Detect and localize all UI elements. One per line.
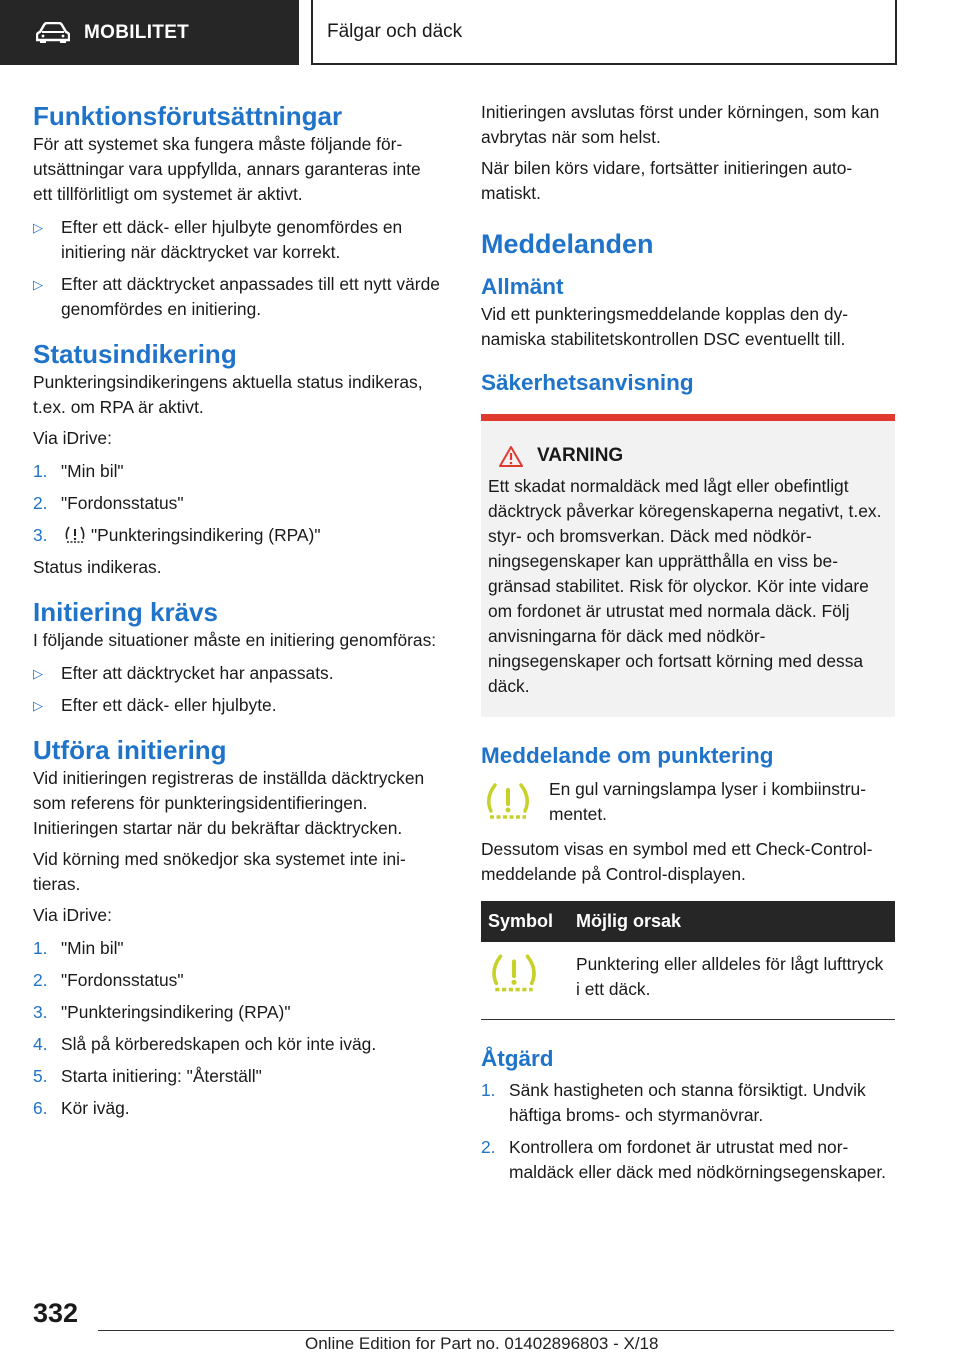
- triangle-bullet-icon: ▷: [33, 277, 43, 292]
- heading-meddelanden: Meddelanden: [481, 229, 654, 259]
- numbered-list: [33, 459, 443, 548]
- list-item: 2. "Fordonsstatus": [33, 493, 184, 513]
- right-column: [481, 100, 895, 1192]
- bullet-list: [33, 661, 443, 718]
- warning-box: [481, 414, 895, 717]
- list-item: 1. Sänk hastigheten och stanna försiktigt. Undvik häftiga broms- och styrmanövrar.: [481, 1080, 866, 1125]
- footer-divider: [98, 1330, 894, 1331]
- warning-text: Ett skadat normaldäck med lågt eller obefintligt däcktryck påverkar köregenskaperna negativt, t.ex. styr- och bromsverkan. Däck med nödkörningsegenskaper kan upprätthålla en viss begränsad stabilitet. Risk för olyckor. Kör inte vidare om fordonet är utrustat med normala däck. Följ anvisningarna för däck med nödkörningsegenskaper och fortsatt körning med dessa däck.: [488, 476, 882, 696]
- heading-funktionsforutsattningar: Funktionsförutsättningar: [33, 101, 343, 131]
- heading-sakerhetsanvisning: Säkerhetsanvisning: [481, 370, 694, 395]
- table-row: [481, 942, 895, 1020]
- section-tab[interactable]: [0, 0, 299, 65]
- heading-utfora-initiering: Utföra initiering: [33, 735, 227, 765]
- chapter-header: [311, 0, 897, 65]
- triangle-bullet-icon: ▷: [33, 220, 43, 235]
- car-icon: [36, 22, 70, 44]
- heading-meddelande-om-punktering: Meddelande om punktering: [481, 743, 774, 768]
- page-number: 332: [33, 1298, 79, 1328]
- tire-pressure-icon: [63, 525, 87, 545]
- edition-info: Online Edition for Part no. 01402896803 - X/18: [305, 1334, 659, 1353]
- list-item: 5. Starta initiering: "Återställ": [33, 1066, 262, 1086]
- list-item: 2. "Fordonsstatus": [33, 970, 184, 990]
- paragraph: Via iDrive:: [33, 428, 112, 448]
- list-item: 1. "Min bil": [33, 938, 124, 958]
- paragraph: I följande situationer måste en initiering genomföras:: [33, 630, 437, 650]
- paragraph: En gul varningslampa lyser i kombiinstrumentet.: [549, 779, 867, 824]
- paragraph: För att systemet ska fungera måste följande förutsättningar vara uppfyllda, annars garanteras inte ett tillförlitligt om systemet är aktivt.: [33, 134, 421, 204]
- chapter-title: Fälgar och däck: [327, 20, 463, 42]
- table-header-row: [481, 901, 895, 942]
- list-item: ▷ Efter att däcktrycket har anpassats.: [33, 661, 443, 686]
- triangle-bullet-icon: ▷: [33, 698, 43, 713]
- table-header-symbol: Symbol: [481, 901, 569, 942]
- paragraph: Via iDrive:: [33, 905, 112, 925]
- list-item: ▷ Efter ett däck- eller hjulbyte genomfördes en initiering när däcktrycket var korrekt.: [33, 217, 403, 262]
- paragraph: När bilen körs vidare, fortsätter initieringen automatiskt.: [481, 158, 853, 203]
- section-title: MOBILITET: [84, 21, 190, 43]
- tire-pressure-warning-icon: [483, 781, 533, 823]
- heading-initiering-kravs: Initiering krävs: [33, 597, 218, 627]
- warning-header: [488, 443, 885, 468]
- numbered-list: [33, 936, 443, 1121]
- warning-triangle-icon: [499, 445, 523, 467]
- heading-allmant: Allmänt: [481, 274, 564, 299]
- indicator-description: [481, 777, 895, 827]
- list-item: 6. Kör iväg.: [33, 1098, 130, 1118]
- warning-title: VARNING: [537, 445, 624, 466]
- paragraph: Punkteringsindikeringens aktuella status indikeras, t.ex. om RPA är aktivt.: [33, 372, 423, 417]
- paragraph: Vid körning med snökedjor ska systemet inte initieras.: [33, 849, 406, 894]
- bullet-list: [33, 215, 443, 322]
- paragraph: Dessutom visas en symbol med ett Check-Control-meddelande på Control-displayen.: [481, 839, 873, 884]
- heading-atgard: Åtgärd: [481, 1046, 554, 1071]
- list-item: 3. "Punkteringsindikering (RPA)": [33, 1002, 291, 1022]
- list-item: 3. "Punkteringsindikering (RPA)": [33, 525, 321, 545]
- left-column: [33, 100, 443, 1128]
- tire-pressure-warning-icon: [488, 952, 540, 996]
- paragraph: Initieringen avslutas först under körningen, som kan avbrytas när som helst.: [481, 102, 880, 147]
- symbol-table: [481, 901, 895, 1020]
- table-header-cause: Möjlig orsak: [569, 901, 895, 942]
- paragraph: Vid ett punkteringsmeddelande kopplas den dynamiska stabilitetskontrollen DSC eventuellt till.: [481, 304, 849, 349]
- list-item: 1. "Min bil": [33, 461, 124, 481]
- list-item: 2. Kontrollera om fordonet är utrustat med normaldäck eller däck med nödkörningsegenskaper.: [481, 1137, 887, 1182]
- triangle-bullet-icon: ▷: [33, 666, 43, 681]
- table-cell-cause: Punktering eller alldeles för lågt lufttryck i ett däck.: [569, 942, 895, 1020]
- numbered-list: [481, 1078, 895, 1185]
- list-item: ▷ Efter ett däck- eller hjulbyte.: [33, 693, 443, 718]
- paragraph: Status indikeras.: [33, 557, 162, 577]
- paragraph: Vid initieringen registreras de inställda däcktrycken som referens för punkteringsidentifieringen. Initieringen startar när du bekräftar däcktrycken.: [33, 768, 425, 838]
- list-item: 4. Slå på körberedskapen och kör inte iväg.: [33, 1034, 377, 1054]
- table-cell-symbol: [481, 942, 569, 1020]
- heading-statusindikering: Statusindikering: [33, 339, 237, 369]
- list-item: ▷ Efter att däcktrycket anpassades till ett nytt värde genomfördes en initiering.: [33, 274, 440, 319]
